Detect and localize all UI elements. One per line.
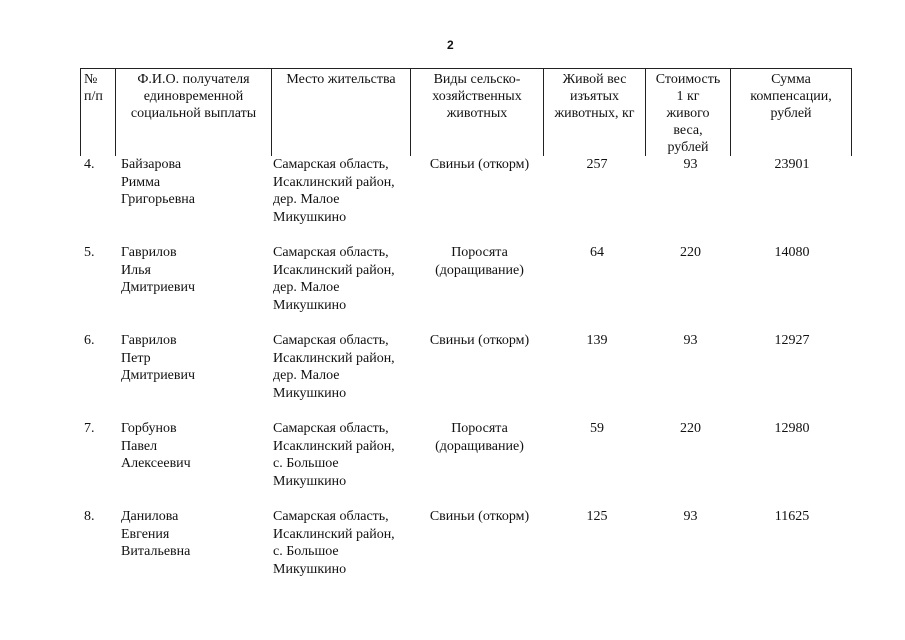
address-line: Самарская область,: [273, 157, 389, 172]
price-per-kg: 220: [680, 421, 701, 436]
compensation-sum: 14080: [774, 245, 810, 260]
header-weight-line: Живой вес: [562, 72, 627, 87]
address-line: Исаклинский район,: [273, 350, 395, 366]
page-number: 2: [447, 38, 454, 52]
address-line: Исаклинский район,: [273, 174, 395, 190]
header-weight-line: изъятых: [570, 89, 619, 104]
animal-type-line: Свиньи (откорм): [429, 333, 530, 348]
name-line: Алексеевич: [121, 456, 191, 472]
header-price: [646, 69, 731, 157]
residence: [273, 244, 413, 314]
compensation-sum: 12980: [774, 421, 810, 436]
header-price-line: веса,: [673, 123, 703, 138]
name-line: Гаврилов: [121, 333, 177, 348]
address-line: дер. Малое: [273, 368, 340, 384]
header-animal-type-line: хозяйственных: [432, 89, 522, 104]
name-line: Витальевна: [121, 544, 191, 560]
recipient-name: [121, 244, 271, 297]
price-per-kg: 93: [683, 509, 698, 524]
residence: [273, 420, 413, 490]
header-price-line: Стоимость: [655, 72, 721, 87]
name-line: Григорьевна: [121, 192, 196, 208]
header-num-line: №: [84, 72, 98, 87]
recipient-name: [121, 156, 271, 209]
name-line: Дмитриевич: [121, 368, 196, 384]
live-weight: 257: [586, 157, 608, 172]
live-weight: 139: [586, 333, 608, 348]
address-line: Самарская область,: [273, 333, 389, 348]
name-line: Данилова: [121, 509, 179, 524]
table-row: [80, 508, 851, 596]
header-name: [116, 69, 272, 157]
header-price-line: живого: [666, 106, 710, 121]
row-number: 8.: [84, 509, 95, 524]
header-address-line: Место жительства: [286, 72, 396, 87]
header-weight: [544, 69, 646, 157]
address-line: с. Большое: [273, 544, 339, 560]
header-row: [81, 69, 852, 157]
address-line: Самарская область,: [273, 421, 389, 436]
row-number: 7.: [84, 421, 95, 436]
header-animal-type-line: животных: [446, 106, 508, 121]
table-body: [80, 156, 851, 596]
recipient-name: [121, 332, 271, 385]
live-weight: 59: [590, 421, 604, 436]
table-header: [80, 68, 852, 156]
address-line: Самарская область,: [273, 509, 389, 524]
address-line: дер. Малое: [273, 192, 340, 208]
name-line: Дмитриевич: [121, 280, 196, 296]
row-number: 5.: [84, 245, 95, 260]
header-sum-line: компенсации,: [750, 89, 832, 104]
header-sum-line: Сумма: [771, 72, 811, 87]
residence: [273, 156, 413, 226]
animal-type-line: Поросята: [451, 421, 508, 436]
price-per-kg: 220: [680, 245, 701, 260]
residence: [273, 508, 413, 578]
animal-type: [413, 420, 546, 455]
header-animal-type-line: Виды сельско-: [433, 72, 521, 87]
price-per-kg: 93: [683, 333, 698, 348]
animal-type-line: (доращивание): [435, 438, 524, 454]
header-animal-type: [411, 69, 544, 157]
recipient-name: [121, 508, 271, 561]
header-sum-line: рублей: [770, 106, 812, 121]
compensation-sum: 12927: [774, 333, 810, 348]
header-weight-line: животных, кг: [554, 106, 635, 121]
name-line: Павел: [121, 438, 158, 454]
animal-type-line: (доращивание): [435, 262, 524, 278]
header-name-line: Ф.И.О. получателя: [137, 72, 250, 87]
table-row: [80, 244, 851, 332]
address-line: дер. Малое: [273, 280, 340, 296]
header-name-line: социальной выплаты: [130, 106, 257, 121]
table-row: [80, 332, 851, 420]
header-sum: [731, 69, 852, 157]
live-weight: 125: [586, 509, 608, 524]
address-line: Микушкино: [273, 561, 347, 577]
animal-type: [413, 508, 546, 526]
address-line: Исаклинский район,: [273, 438, 395, 454]
animal-type: [413, 244, 546, 279]
name-line: Илья: [121, 262, 151, 278]
row-number: 4.: [84, 157, 95, 172]
name-line: Горбунов: [121, 421, 177, 436]
header-address: [272, 69, 411, 157]
animal-type-line: Свиньи (откорм): [429, 157, 530, 172]
recipient-name: [121, 420, 271, 473]
row-number: 6.: [84, 333, 95, 348]
address-line: Микушкино: [273, 209, 347, 225]
address-line: Микушкино: [273, 385, 347, 401]
name-line: Петр: [121, 350, 151, 366]
animal-type: [413, 332, 546, 350]
address-line: с. Большое: [273, 456, 339, 472]
header-price-line: рублей: [667, 140, 709, 155]
address-line: Самарская область,: [273, 245, 389, 260]
address-line: Исаклинский район,: [273, 262, 395, 278]
name-line: Римма: [121, 174, 161, 190]
header-name-line: единовременной: [143, 89, 244, 104]
name-line: Гаврилов: [121, 245, 177, 260]
address-line: Микушкино: [273, 297, 347, 313]
compensation-sum: 23901: [774, 157, 810, 172]
address-line: Исаклинский район,: [273, 526, 395, 542]
price-per-kg: 93: [683, 157, 698, 172]
residence: [273, 332, 413, 402]
table-row: [80, 156, 851, 244]
compensation-sum: 11625: [774, 509, 810, 524]
header-num-line: п/п: [84, 89, 103, 104]
address-line: Микушкино: [273, 473, 347, 489]
header-price-line: 1 кг: [676, 89, 700, 104]
header-num: [81, 69, 116, 157]
name-line: Евгения: [121, 526, 170, 542]
name-line: Байзарова: [121, 157, 182, 172]
animal-type-line: Поросята: [451, 245, 508, 260]
animal-type-line: Свиньи (откорм): [429, 509, 530, 524]
animal-type: [413, 156, 546, 174]
table-row: [80, 420, 851, 508]
live-weight: 64: [590, 245, 604, 260]
